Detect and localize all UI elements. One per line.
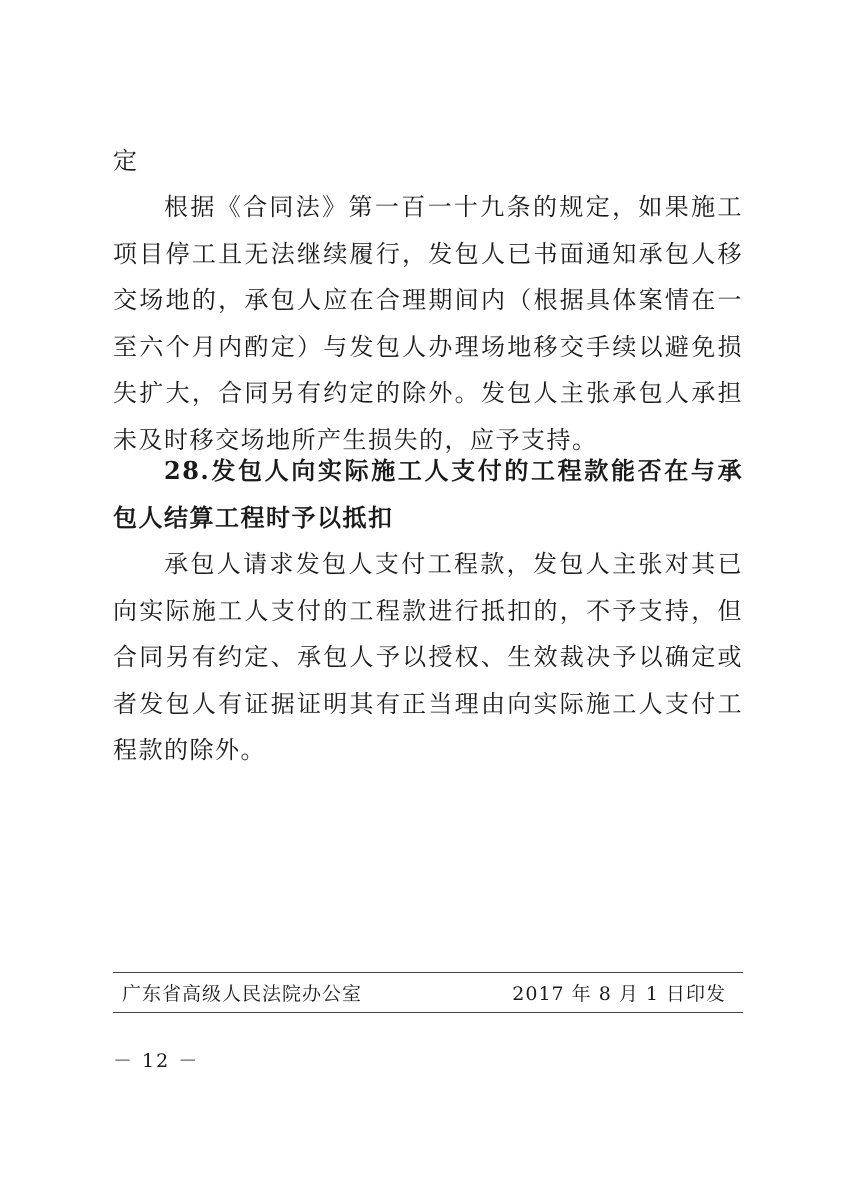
footer-rule-bottom <box>113 1012 743 1013</box>
body-paragraph-1 <box>113 184 743 463</box>
footer-issue-date: 2017 年 8 月 1 日印发 <box>512 983 726 1005</box>
page-number: － 12 － <box>113 1050 200 1072</box>
body-paragraph-2-text: 承包人请求发包人支付工程款，发包人主张对其已向实际施工人支付的工程款进行抵扣的，不予支持，但合同另有约定、承包人予以授权、生效裁决予以确定或者发包人有证据证明其有正当理由向实际施工人支付工程款的除外。 <box>113 550 743 764</box>
section-heading-28: 28.发包人向实际施工人支付的工程款能否在与承包人结算工程时予以抵扣 <box>113 456 743 532</box>
footer-rule-top <box>113 972 743 973</box>
continuation-text: 定 <box>113 147 139 175</box>
body-paragraph-2 <box>113 541 743 774</box>
body-paragraph-1-text: 根据《合同法》第一百一十九条的规定，如果施工项目停工且无法继续履行，发包人已书面通知承包人移交场地的，承包人应在合理期间内（根据具体案情在一至六个月内酌定）与发包人办理场地移交手续以避免损失扩大，合同另有约定的除外。发包人主张承包人承担未及时移交场地所产生损失的，应予支持。 <box>113 193 743 454</box>
footer-issuer: 广东省高级人民法院办公室 <box>122 983 363 1005</box>
